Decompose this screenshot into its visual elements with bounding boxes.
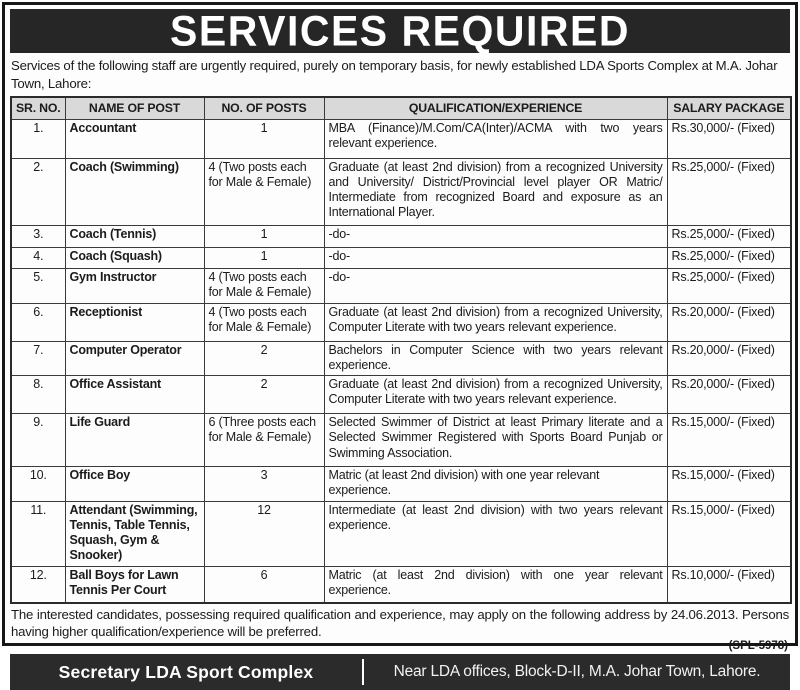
ad-reference-code: (SPL-5978) [728, 640, 788, 653]
table-header-row [11, 97, 791, 120]
sr-cell: 2. [11, 158, 65, 225]
sr-cell: 9. [11, 414, 65, 467]
salary-cell: Rs.10,000/- (Fixed) [667, 566, 791, 603]
salary-cell: Rs.25,000/- (Fixed) [667, 158, 791, 225]
qualification-cell: -do- [324, 225, 667, 247]
qualification-cell: Graduate (at least 2nd division) from a recognized University, Computer Literate with two years relevant experience. [324, 376, 667, 414]
salary-cell: Rs.15,000/- (Fixed) [667, 414, 791, 467]
salary-cell: Rs.20,000/- (Fixed) [667, 303, 791, 341]
sr-cell: 6. [11, 303, 65, 341]
salary-cell: Rs.20,000/- (Fixed) [667, 341, 791, 376]
posts-cell: 1 [204, 225, 324, 247]
salary-cell: Rs.25,000/- (Fixed) [667, 268, 791, 303]
salary-cell: Rs.15,000/- (Fixed) [667, 501, 791, 566]
salary-cell: Rs.15,000/- (Fixed) [667, 467, 791, 502]
salary-cell: Rs.20,000/- (Fixed) [667, 376, 791, 414]
page-title: SERVICES REQUIRED [170, 6, 630, 55]
post-cell: Accountant [65, 119, 204, 158]
salary-cell: Rs.25,000/- (Fixed) [667, 247, 791, 268]
sr-cell: 12. [11, 566, 65, 603]
contact-address: Near LDA offices, Block-D-II, M.A. Johar Town, Lahore. [393, 663, 761, 681]
header-no-of-posts: NO. OF POSTS [204, 97, 324, 120]
post-cell: Computer Operator [65, 341, 204, 376]
table-row [11, 501, 791, 566]
sr-cell: 4. [11, 247, 65, 268]
posts-cell: 3 [204, 467, 324, 502]
post-cell: Office Assistant [65, 376, 204, 414]
post-cell: Coach (Tennis) [65, 225, 204, 247]
post-cell: Life Guard [65, 414, 204, 467]
table-row [11, 566, 791, 603]
post-cell: Coach (Squash) [65, 247, 204, 268]
header-name-of-post: NAME OF POST [65, 97, 204, 120]
qualification-cell: Selected Swimmer of District at least Primary literate and a Selected Swimmer Registered with Sports Board Punjab or Swimming Association. [324, 414, 667, 467]
post-cell: Attendant (Swimming, Tennis, Table Tennis, Squash, Gym & Snooker) [65, 501, 204, 566]
posts-cell: 2 [204, 341, 324, 376]
header-sr-no: SR. NO. [11, 97, 65, 120]
qualification-cell: Matric (at least 2nd division) with one year relevant experience. [324, 566, 667, 603]
intro-text: Services of the following staff are urgently required, purely on temporary basis, for newly established LDA Sports Complex at M.A. Johar Town, Lahore: [11, 58, 778, 91]
sr-cell: 1. [11, 119, 65, 158]
table-row [11, 341, 791, 376]
header-salary-package: SALARY PACKAGE [667, 97, 791, 120]
posts-cell: 4 (Two posts each for Male & Female) [204, 303, 324, 341]
posts-cell: 1 [204, 247, 324, 268]
qualification-cell: Graduate (at least 2nd division) from a recognized University, Computer Literate with two years relevant experience. [324, 303, 667, 341]
jobs-table [10, 96, 792, 605]
sr-cell: 7. [11, 341, 65, 376]
post-cell: Gym Instructor [65, 268, 204, 303]
table-row [11, 119, 791, 158]
posts-cell: 1 [204, 119, 324, 158]
table-row [11, 414, 791, 467]
qualification-cell: Intermediate (at least 2nd division) with two years relevant experience. [324, 501, 667, 566]
salary-cell: Rs.25,000/- (Fixed) [667, 225, 791, 247]
title-banner [10, 6, 790, 55]
posts-cell: 12 [204, 501, 324, 566]
contact-banner [10, 654, 790, 690]
table-row [11, 225, 791, 247]
table-row [11, 467, 791, 502]
table-row [11, 303, 791, 341]
ad-frame [2, 2, 798, 682]
posts-cell: 6 (Three posts each for Male & Female) [204, 414, 324, 467]
contact-title: Secretary LDA Sport Complex [58, 661, 314, 682]
salary-cell: Rs.30,000/- (Fixed) [667, 119, 791, 158]
table-row [11, 158, 791, 225]
qualification-cell: Matric (at least 2nd division) with one year relevant experience. [324, 467, 667, 502]
posts-cell: 2 [204, 376, 324, 414]
application-note: The interested candidates, possessing required qualification and experience, may apply on the following address by 24.06.2013. Persons having higher qualification/experience will be preferred. [11, 607, 789, 640]
sr-cell: 8. [11, 376, 65, 414]
posts-cell: 4 (Two posts each for Male & Female) [204, 158, 324, 225]
sr-cell: 11. [11, 501, 65, 566]
qualification-cell: -do- [324, 247, 667, 268]
header-qualification: QUALIFICATION/EXPERIENCE [324, 97, 667, 120]
sr-cell: 10. [11, 467, 65, 502]
table-row [11, 376, 791, 414]
post-cell: Coach (Swimming) [65, 158, 204, 225]
post-cell: Office Boy [65, 467, 204, 502]
post-cell: Ball Boys for Lawn Tennis Per Court [65, 566, 204, 603]
sr-cell: 3. [11, 225, 65, 247]
posts-cell: 4 (Two posts each for Male & Female) [204, 268, 324, 303]
qualification-cell: MBA (Finance)/M.Com/CA(Inter)/ACMA with two years relevant experience. [324, 119, 667, 158]
qualification-cell: Bachelors in Computer Science with two years relevant experience. [324, 341, 667, 376]
table-row [11, 247, 791, 268]
qualification-cell: -do- [324, 268, 667, 303]
post-cell: Receptionist [65, 303, 204, 341]
posts-cell: 6 [204, 566, 324, 603]
sr-cell: 5. [11, 268, 65, 303]
table-row [11, 268, 791, 303]
qualification-cell: Graduate (at least 2nd division) from a recognized University and University/ District/Provincial level player OR Matric/ Intermediate from recognized Board and exposure as an International Player. [324, 158, 667, 225]
